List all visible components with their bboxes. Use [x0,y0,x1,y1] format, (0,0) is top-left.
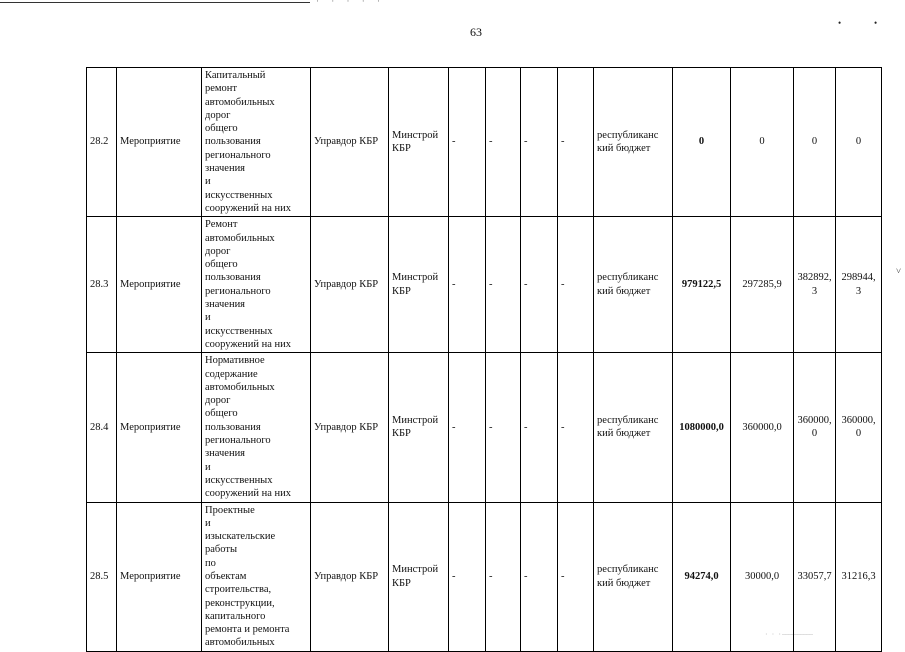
table-row [87,502,882,651]
scan-mark: • [838,18,842,28]
row-year-1: 0 [731,68,794,217]
row-year-3: 0 [836,68,882,217]
row-name-line: значения и [205,163,246,188]
row-type: Мероприятие [117,502,202,651]
row-name-line: содержание [205,368,258,380]
row-number: 28.5 [87,502,117,651]
row-name-line: работы по [205,544,238,569]
row-date-cell: - [449,502,486,651]
row-name-line: значения и [205,299,246,324]
row-name [202,217,311,353]
row-year-3: 360000, 0 [836,353,882,502]
row-name-line: ремонта и ремонта [205,624,290,636]
table-row [87,217,882,353]
row-name-line: дорог общего [205,395,238,420]
row-year-2: 382892, 3 [794,217,836,353]
top-rule [0,2,310,3]
row-name-line: регионального [205,285,271,297]
row-date-cell: - [558,68,594,217]
row-year-2: 0 [794,68,836,217]
row-name-line: объектам [205,570,247,582]
row-name-line: капитального [205,610,266,622]
scan-artifact-top: · · · · · [316,0,385,6]
row-year-3: 31216,3 [836,502,882,651]
row-name [202,68,311,217]
row-coexecutor: Минстрой КБР [389,217,449,353]
row-name-line: пользования [205,136,261,148]
table-row [87,353,882,502]
table-row [87,68,882,217]
row-total: 94274,0 [673,502,731,651]
row-name [202,353,311,502]
row-date-cell: - [486,502,521,651]
row-date-cell: - [486,68,521,217]
row-name-line: изыскательские [205,531,276,543]
row-type: Мероприятие [117,217,202,353]
row-total: 0 [673,68,731,217]
row-year-1: 297285,9 [731,217,794,353]
row-date-cell: - [486,217,521,353]
row-date-cell: - [558,502,594,651]
row-coexecutor: Минстрой КБР [389,353,449,502]
row-name-line: сооружений на них [205,202,292,214]
row-name-line: дорог общего [205,109,238,135]
row-name-line: Ремонт [205,219,238,231]
row-executor: Управдор КБР [311,68,389,217]
row-funding-source: республиканс кий бюджет [594,217,673,353]
row-name-line: автомобильных [205,381,275,393]
row-name-line: реконструкции, [205,597,275,609]
row-name-line: пользования [205,272,261,284]
row-name-line: автомобильных [205,637,275,649]
row-name-line: Проектные и [205,504,255,529]
row-name-line: регионального [205,149,271,161]
row-year-1: 30000,0 [731,502,794,651]
row-year-1: 360000,0 [731,353,794,502]
row-type: Мероприятие [117,68,202,217]
row-executor: Управдор КБР [311,217,389,353]
row-name-line: искусственных [205,325,273,337]
row-name-line: ремонт [205,83,238,95]
row-name-line: искусственных [205,189,273,201]
row-date-cell: - [558,353,594,502]
row-date-cell: - [521,68,558,217]
scan-artifact-bottom: · · · ̶ ̶ ̶ ̶ ̶ ̶ ̶ ̶ ̶ ̶ [765,630,812,639]
scan-mark: ˅ [896,266,902,276]
row-name-line: значения и [205,448,246,473]
row-date-cell: - [521,502,558,651]
row-name-line: пользования [205,421,261,433]
row-coexecutor: Минстрой КБР [389,68,449,217]
row-executor: Управдор КБР [311,502,389,651]
row-total: 1080000,0 [673,353,731,502]
row-name-line: сооружений на них [205,488,292,500]
row-total: 979122,5 [673,217,731,353]
row-name-line: регионального [205,435,271,447]
row-date-cell: - [486,353,521,502]
row-funding-source: республиканс кий бюджет [594,502,673,651]
row-name-line: Капитальный [205,70,266,81]
page-number: 63 [470,25,482,39]
row-funding-source: республиканс кий бюджет [594,68,673,217]
row-type: Мероприятие [117,353,202,502]
row-name [202,502,311,651]
row-date-cell: - [449,217,486,353]
scan-mark: • [874,18,878,28]
row-funding-source: республиканс кий бюджет [594,353,673,502]
row-number: 28.2 [87,68,117,217]
row-name-line: искусственных [205,474,273,486]
row-name-line: сооружений на них [205,338,292,350]
row-year-2: 33057,7 [794,502,836,651]
row-date-cell: - [449,68,486,217]
row-number: 28.3 [87,217,117,353]
row-name-line: Нормативное [205,355,265,367]
row-year-3: 298944, 3 [836,217,882,353]
row-name-line: дорог общего [205,245,238,271]
row-date-cell: - [521,217,558,353]
row-name-line: автомобильных [205,232,275,244]
row-date-cell: - [558,217,594,353]
row-coexecutor: Минстрой КБР [389,502,449,651]
row-year-2: 360000, 0 [794,353,836,502]
program-table [86,67,882,652]
row-number: 28.4 [87,353,117,502]
row-name-line: строительства, [205,584,272,596]
row-date-cell: - [521,353,558,502]
row-executor: Управдор КБР [311,353,389,502]
row-date-cell: - [449,353,486,502]
row-name-line: автомобильных [205,96,275,108]
